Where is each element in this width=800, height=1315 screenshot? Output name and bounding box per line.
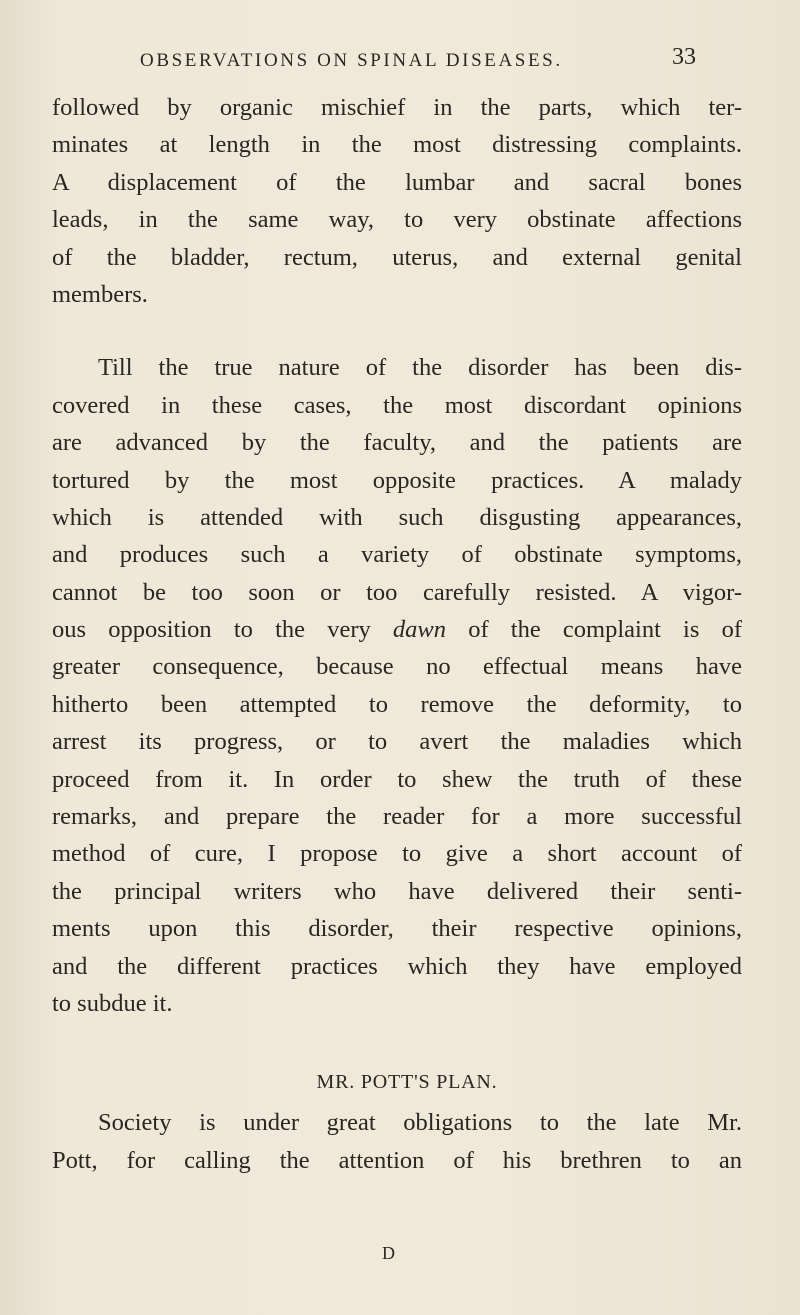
emphasized-word: dawn	[392, 616, 447, 644]
text-line: and produces such a variety of obstinate symptoms,	[52, 541, 742, 569]
line-text-before: ous opposition to the very	[52, 616, 393, 644]
text-line: Till the true nature of the disorder has been dis-	[98, 354, 742, 382]
paragraph-3	[52, 1104, 742, 1179]
text-line: the principal writers who have delivered their senti-	[52, 877, 742, 905]
text-line: which is attended with such disgusting appearances,	[52, 503, 742, 531]
text-line: tortured by the most opposite practices. A malady	[52, 466, 742, 494]
text-line: A displacement of the lumbar and sacral bones	[52, 168, 742, 196]
paragraph-2	[52, 349, 742, 1022]
text-line: minates at length in the most distressing complaints.	[52, 131, 742, 159]
text-line: greater consequence, because no effectual means have	[52, 653, 742, 681]
paragraph-spacer	[52, 313, 742, 349]
section-heading: MR. POTT'S PLAN.	[316, 1071, 498, 1094]
body-text	[52, 89, 742, 1179]
text-line: cannot be too soon or too carefully resisted. A vigor-	[52, 578, 742, 606]
text-line: to subdue it.	[52, 989, 173, 1017]
text-line-with-emphasis	[52, 611, 742, 648]
text-line: hitherto been attempted to remove the deformity, to	[52, 690, 742, 718]
text-line: ments upon this disorder, their respective opinions,	[52, 915, 742, 943]
line-text-after: of the complaint is of	[446, 616, 742, 644]
paragraph-1	[52, 89, 742, 313]
running-title: OBSERVATIONS ON SPINAL DISEASES.	[140, 50, 563, 71]
text-line: Pott, for calling the attention of his brethren to an	[52, 1146, 742, 1174]
signature-mark: D	[382, 1243, 395, 1263]
text-line: members.	[52, 280, 148, 308]
text-line: arrest its progress, or to avert the maladies which	[52, 728, 742, 756]
text-line: method of cure, I propose to give a short account of	[52, 840, 742, 868]
text-line: of the bladder, rectum, uterus, and external genital	[52, 243, 742, 271]
running-head	[0, 44, 800, 80]
text-line: proceed from it. In order to shew the truth of these	[52, 765, 742, 793]
text-line: followed by organic mischief in the parts, which ter-	[52, 94, 742, 121]
text-line: Society is under great obligations to the late Mr.	[98, 1109, 742, 1137]
section-spacer	[52, 1022, 742, 1066]
text-line: and the different practices which they have employed	[52, 952, 742, 980]
page-number: 33	[672, 44, 696, 70]
text-line: covered in these cases, the most discordant opinions	[52, 391, 742, 419]
text-line: are advanced by the faculty, and the patients are	[52, 429, 742, 457]
text-line: remarks, and prepare the reader for a more successful	[52, 803, 742, 831]
text-line: leads, in the same way, to very obstinate affections	[52, 206, 742, 234]
